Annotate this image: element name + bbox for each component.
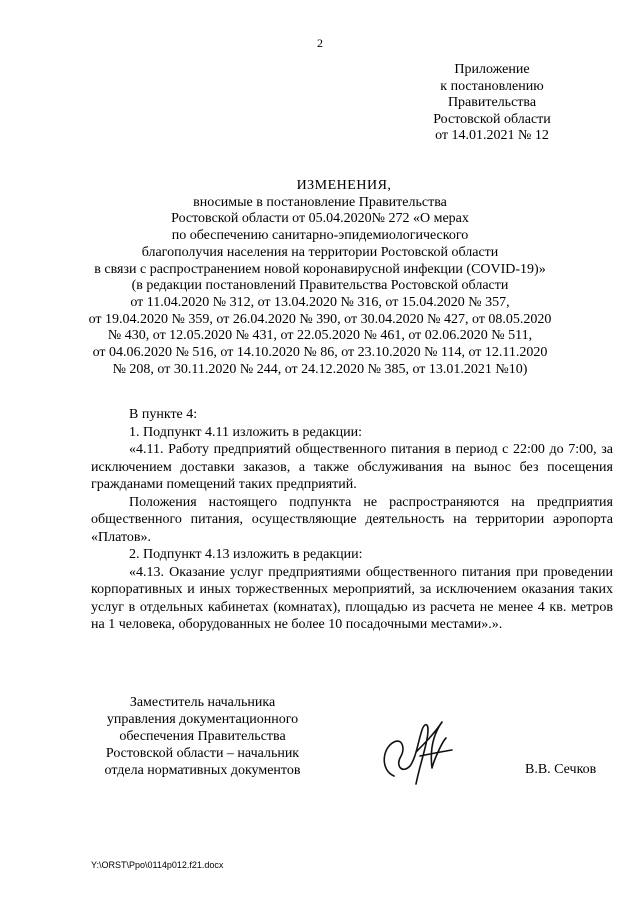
signature-title-line: Заместитель начальника [129, 695, 276, 710]
appendix-line: Ростовской области [433, 111, 551, 127]
item-1-text-2: Положения настоящего подпункта не распространяются на предприятия общественного питания, осуществляющие деятельность на территории аэропорта «Платов». [91, 494, 613, 545]
appendix-line: от 14.01.2021 № 12 [435, 128, 549, 143]
handwritten-signature [372, 712, 462, 790]
item-2-text: «4.13. Оказание услуг предприятиями общественного питания при проведении корпоративных и иных торжественных мероприятий, за исключением оказания таких услуг в отдельных кабинетах (комнатах), площадью из расчета не менее 4 кв. метров на 1 человека, оборудованных не более 10 посадочными местами».». [91, 564, 613, 632]
heading-line: благополучия населения на территории Ростовской области [141, 244, 499, 260]
appendix-line: Приложение [454, 62, 530, 77]
item-1-title: 1. Подпункт 4.11 изложить в редакции: [129, 424, 363, 440]
signature-title-line: управления документационного [106, 712, 299, 727]
appendix-block [402, 62, 582, 145]
heading-title: ИЗМЕНЕНИЯ, [296, 178, 392, 193]
heading-line: по обеспечению санитарно-эпидемиологического [171, 228, 469, 244]
appendix-line: к постановлению [440, 78, 544, 94]
heading-line: от 11.04.2020 № 312, от 13.04.2020 № 316, от 15.04.2020 № 357, [130, 294, 510, 310]
heading-line: от 19.04.2020 № 359, от 26.04.2020 № 390, от 30.04.2020 № 427, от 08.05.2020 [88, 311, 552, 327]
page-number: 2 [317, 36, 323, 50]
heading-line: вносимые в постановление Правительства [193, 194, 447, 210]
heading-line: в связи с распространением новой коронавирусной инфекции (COVID-19)» [94, 261, 546, 277]
heading-line: № 208, от 30.11.2020 № 244, от 24.12.2020 № 385, от 13.01.2021 №10) [112, 361, 528, 377]
signature-title-block [95, 694, 310, 779]
signature-title-line: отдела нормативных документов [104, 763, 301, 778]
signer-name: В.В. Сечков [525, 762, 597, 777]
item-2-title: 2. Подпункт 4.13 изложить в редакции: [129, 547, 363, 562]
heading-line: № 430, от 12.05.2020 № 431, от 22.05.2020 № 461, от 02.06.2020 № 511, [107, 328, 533, 344]
heading-line: от 04.06.2020 № 516, от 14.10.2020 № 86, от 23.10.2020 № 114, от 12.11.2020 [92, 345, 548, 361]
intro-paragraph: В пункте 4: [129, 407, 198, 422]
item-1-text: «4.11. Работу предприятий общественного питания в период с 22:00 до 7:00, за исключением доставки заказов, а также обслуживания на вынос без посещения гражданами помещений таких предприятий. [91, 442, 613, 492]
document-body [91, 406, 613, 634]
heading-line: Ростовской области от 05.04.2020№ 272 «О мерах [171, 211, 469, 227]
file-path: Y:\ORST\Ppo\0114p012.f21.docx [91, 860, 224, 870]
document-heading [0, 178, 640, 378]
signature-title-line: Ростовской области – начальник [105, 746, 300, 761]
appendix-line: Правительства [447, 95, 537, 110]
signature-title-line: обеспечения Правительства [119, 729, 286, 744]
heading-line: (в редакции постановлений Правительства Ростовской области [131, 278, 509, 294]
